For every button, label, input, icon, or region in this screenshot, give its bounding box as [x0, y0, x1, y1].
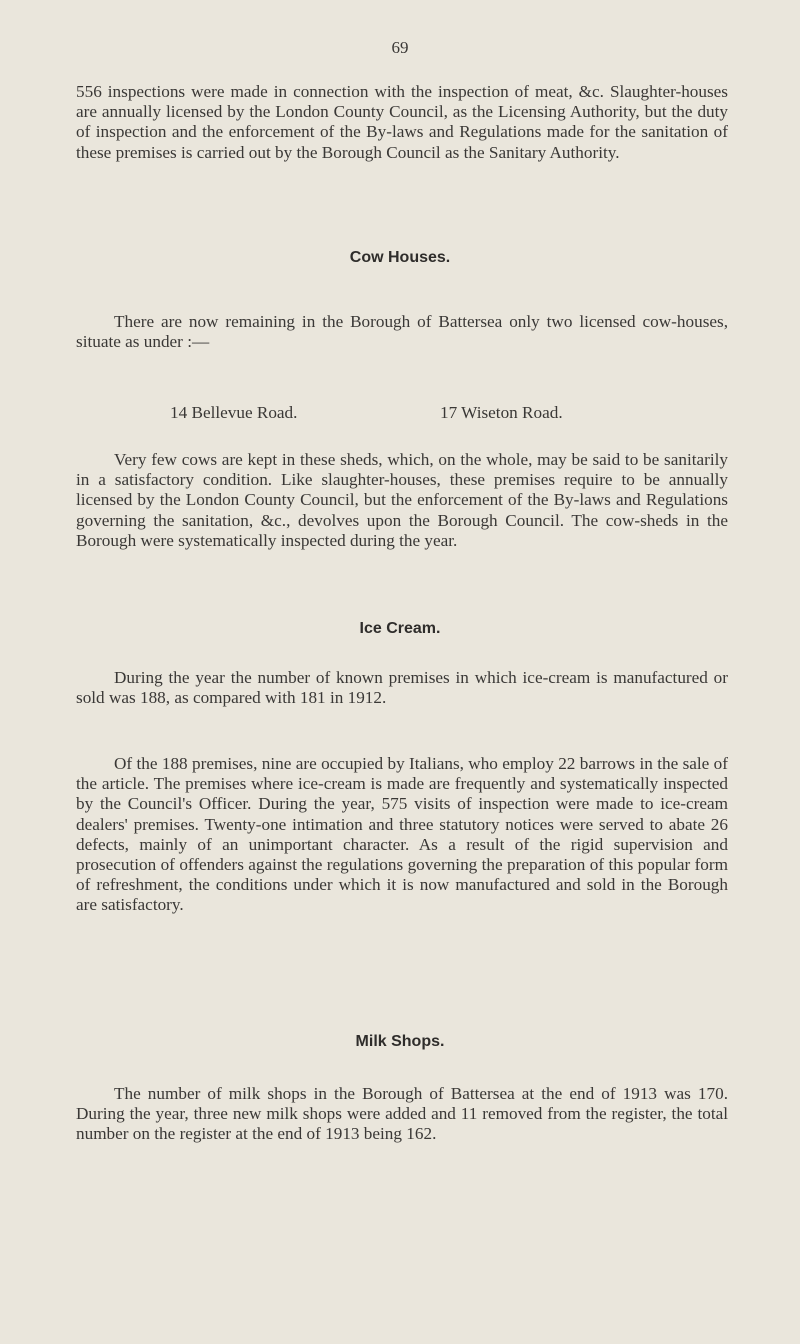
milk-shops-paragraph-1: The number of milk shops in the Borough of Battersea at the end of 1913 was 170. During the year, three new milk shops were added and 11 removed from the register, the total number on the register at the end of 1913 being 162. [76, 1084, 728, 1144]
ice-cream-heading: Ice Cream. [359, 620, 441, 637]
milk-shops-heading: Milk Shops. [355, 1033, 445, 1050]
page-number: 69 [391, 38, 409, 57]
cow-houses-paragraph-2: Very few cows are kept in these sheds, which, on the whole, may be said to be sanitarily in a satisfactory condition. Like slaughter-houses, these premises require to be annually licensed by the London County Council, but the enforcement of the By-laws and Regulations governing the sanitation, &c., devolves upon the Borough Council. The cow-sheds in the Borough were systematically inspected during the year. [76, 450, 728, 550]
ice-cream-paragraph-1: During the year the number of known premises in which ice-cream is manufactured or sold was 188, as compared with 181 in 1912. [76, 668, 728, 708]
cow-house-address-2: 17 Wiseton Road. [440, 403, 563, 422]
ice-cream-paragraph-2: Of the 188 premises, nine are occupied by Italians, who employ 22 barrows in the sale of the article. The premises where ice-cream is made are frequently and systematically inspected by the Council's Officer. During the year, 575 visits of inspection were made to ice-cream dealers' premises. Twenty-one intimation and three statutory notices were served to abate 26 defects, mainly of an unimportant character. As a result of the rigid supervision and prosecution of offenders against the regulations governing the preparation of this popular form of refreshment, the conditions under which it is now manufactured and sold in the Borough are satisfactory. [76, 754, 728, 915]
cow-houses-paragraph-1: There are now remaining in the Borough of Battersea only two licensed cow-houses, situate as under :— [76, 312, 728, 352]
intro-paragraph: 556 inspections were made in connection with the inspection of meat, &c. Slaughter-houses are annually licensed by the London County Council, as the Licensing Authority, but the duty of inspection and the enforcement of the By-laws and Regulations made for the sanitation of these premises is carried out by the Borough Council as the Sanitary Authority. [76, 82, 728, 162]
cow-house-address-1: 14 Bellevue Road. [170, 403, 298, 422]
cow-houses-heading: Cow Houses. [349, 249, 451, 266]
